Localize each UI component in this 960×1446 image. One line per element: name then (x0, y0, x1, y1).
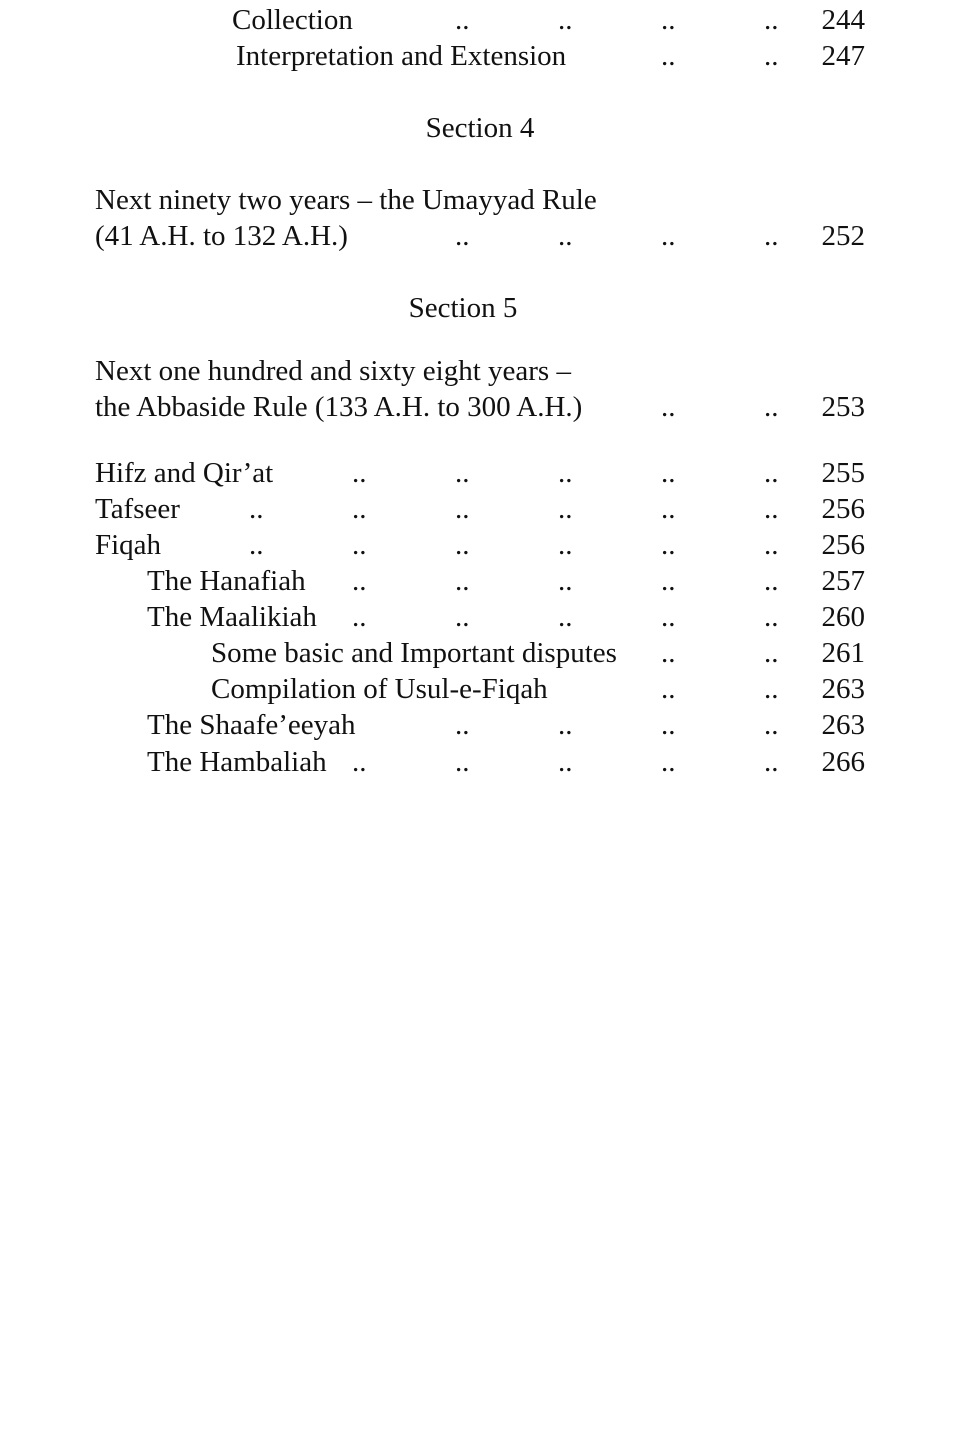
leader-dots: .. (352, 493, 367, 525)
toc-entry-umayyad-line2 (0, 218, 865, 254)
leader-dots: .. (764, 601, 779, 633)
leader-dots: .. (455, 565, 470, 597)
leader-dots: .. (661, 4, 676, 36)
toc-entry-title: Collection (232, 4, 353, 36)
leader-dots: .. (764, 40, 779, 72)
toc-page-number: 263 (821, 673, 865, 705)
leader-dots: .. (352, 565, 367, 597)
toc-page-number: 266 (821, 746, 865, 778)
leader-dots: .. (661, 601, 676, 633)
toc-entry-hambaliah (0, 744, 865, 780)
toc-page-number: 252 (821, 220, 865, 252)
toc-entry-interpretation (0, 38, 865, 74)
leader-dots: .. (661, 565, 676, 597)
leader-dots: .. (455, 529, 470, 561)
leader-dots: .. (764, 457, 779, 489)
leader-dots: .. (764, 709, 779, 741)
toc-entry-title: The Hambaliah (147, 746, 327, 778)
toc-entry-shaafe (0, 707, 865, 743)
leader-dots: .. (455, 4, 470, 36)
leader-dots: .. (661, 40, 676, 72)
leader-dots: .. (661, 457, 676, 489)
toc-entry-title: Some basic and Important disputes (211, 637, 617, 669)
leader-dots: .. (249, 529, 264, 561)
leader-dots: .. (764, 565, 779, 597)
leader-dots: .. (352, 746, 367, 778)
toc-page-number: 256 (821, 529, 865, 561)
section-5-heading: Section 5 (408, 292, 518, 324)
leader-dots: .. (455, 493, 470, 525)
leader-dots: .. (764, 220, 779, 252)
leader-dots: .. (352, 601, 367, 633)
toc-page-number: 247 (821, 40, 865, 72)
leader-dots: .. (661, 493, 676, 525)
leader-dots: .. (558, 4, 573, 36)
toc-entry-hanafiah (0, 563, 865, 599)
toc-entry-title: The Hanafiah (147, 565, 306, 597)
leader-dots: .. (558, 709, 573, 741)
leader-dots: .. (558, 529, 573, 561)
leader-dots: .. (764, 673, 779, 705)
toc-entry-title: Compilation of Usul-e-Fiqah (211, 673, 548, 705)
toc-entry-title: The Maalikiah (147, 601, 317, 633)
leader-dots: .. (661, 391, 676, 423)
toc-entry-title: Next one hundred and sixty eight years – (95, 355, 571, 387)
leader-dots: .. (558, 220, 573, 252)
toc-entry-title: Fiqah (95, 529, 162, 561)
toc-entry-abbaside-line2 (0, 389, 865, 425)
leader-dots: .. (558, 493, 573, 525)
leader-dots: .. (764, 637, 779, 669)
toc-entry-title: (41 A.H. to 132 A.H.) (95, 220, 348, 252)
toc-entry-maalikiah (0, 599, 865, 635)
leader-dots: .. (455, 746, 470, 778)
leader-dots: .. (558, 457, 573, 489)
leader-dots: .. (558, 565, 573, 597)
leader-dots: .. (764, 493, 779, 525)
leader-dots: .. (661, 673, 676, 705)
section-4-heading: Section 4 (425, 112, 535, 144)
toc-page-number: 257 (821, 565, 865, 597)
leader-dots: .. (558, 746, 573, 778)
toc-entry-title: Next ninety two years – the Umayyad Rule (95, 184, 597, 216)
leader-dots: .. (764, 4, 779, 36)
leader-dots: .. (352, 457, 367, 489)
toc-entry-title: The Shaafe’eeyah (147, 709, 356, 741)
leader-dots: .. (352, 529, 367, 561)
toc-page-number: 256 (821, 493, 865, 525)
leader-dots: .. (455, 457, 470, 489)
toc-page-number: 260 (821, 601, 865, 633)
toc-entry-title: Tafseer (95, 493, 180, 525)
toc-entry-tafseer (0, 491, 865, 527)
toc-entry-abbaside-line1 (0, 353, 865, 389)
leader-dots: .. (661, 529, 676, 561)
toc-entry-umayyad-line1 (0, 182, 865, 218)
leader-dots: .. (764, 391, 779, 423)
toc-entry-collection (0, 2, 865, 38)
toc-entry-usul (0, 671, 865, 707)
leader-dots: .. (661, 709, 676, 741)
leader-dots: .. (455, 709, 470, 741)
toc-page-number: 261 (821, 637, 865, 669)
toc-page-number: 255 (821, 457, 865, 489)
toc-entry-title: the Abbaside Rule (133 A.H. to 300 A.H.) (95, 391, 583, 423)
leader-dots: .. (661, 220, 676, 252)
leader-dots: .. (455, 601, 470, 633)
toc-entry-title: Hifz and Qir’at (95, 457, 274, 489)
leader-dots: .. (764, 529, 779, 561)
leader-dots: .. (558, 601, 573, 633)
leader-dots: .. (455, 220, 470, 252)
leader-dots: .. (764, 746, 779, 778)
toc-entry-disputes (0, 635, 865, 671)
toc-entry-hifz (0, 455, 865, 491)
leader-dots: .. (661, 746, 676, 778)
toc-entry-fiqah (0, 527, 865, 563)
toc-page-number: 263 (821, 709, 865, 741)
toc-page-number: 244 (821, 4, 865, 36)
leader-dots: .. (249, 493, 264, 525)
toc-entry-title: Interpretation and Extension (236, 40, 567, 72)
leader-dots: .. (661, 637, 676, 669)
toc-page-number: 253 (821, 391, 865, 423)
